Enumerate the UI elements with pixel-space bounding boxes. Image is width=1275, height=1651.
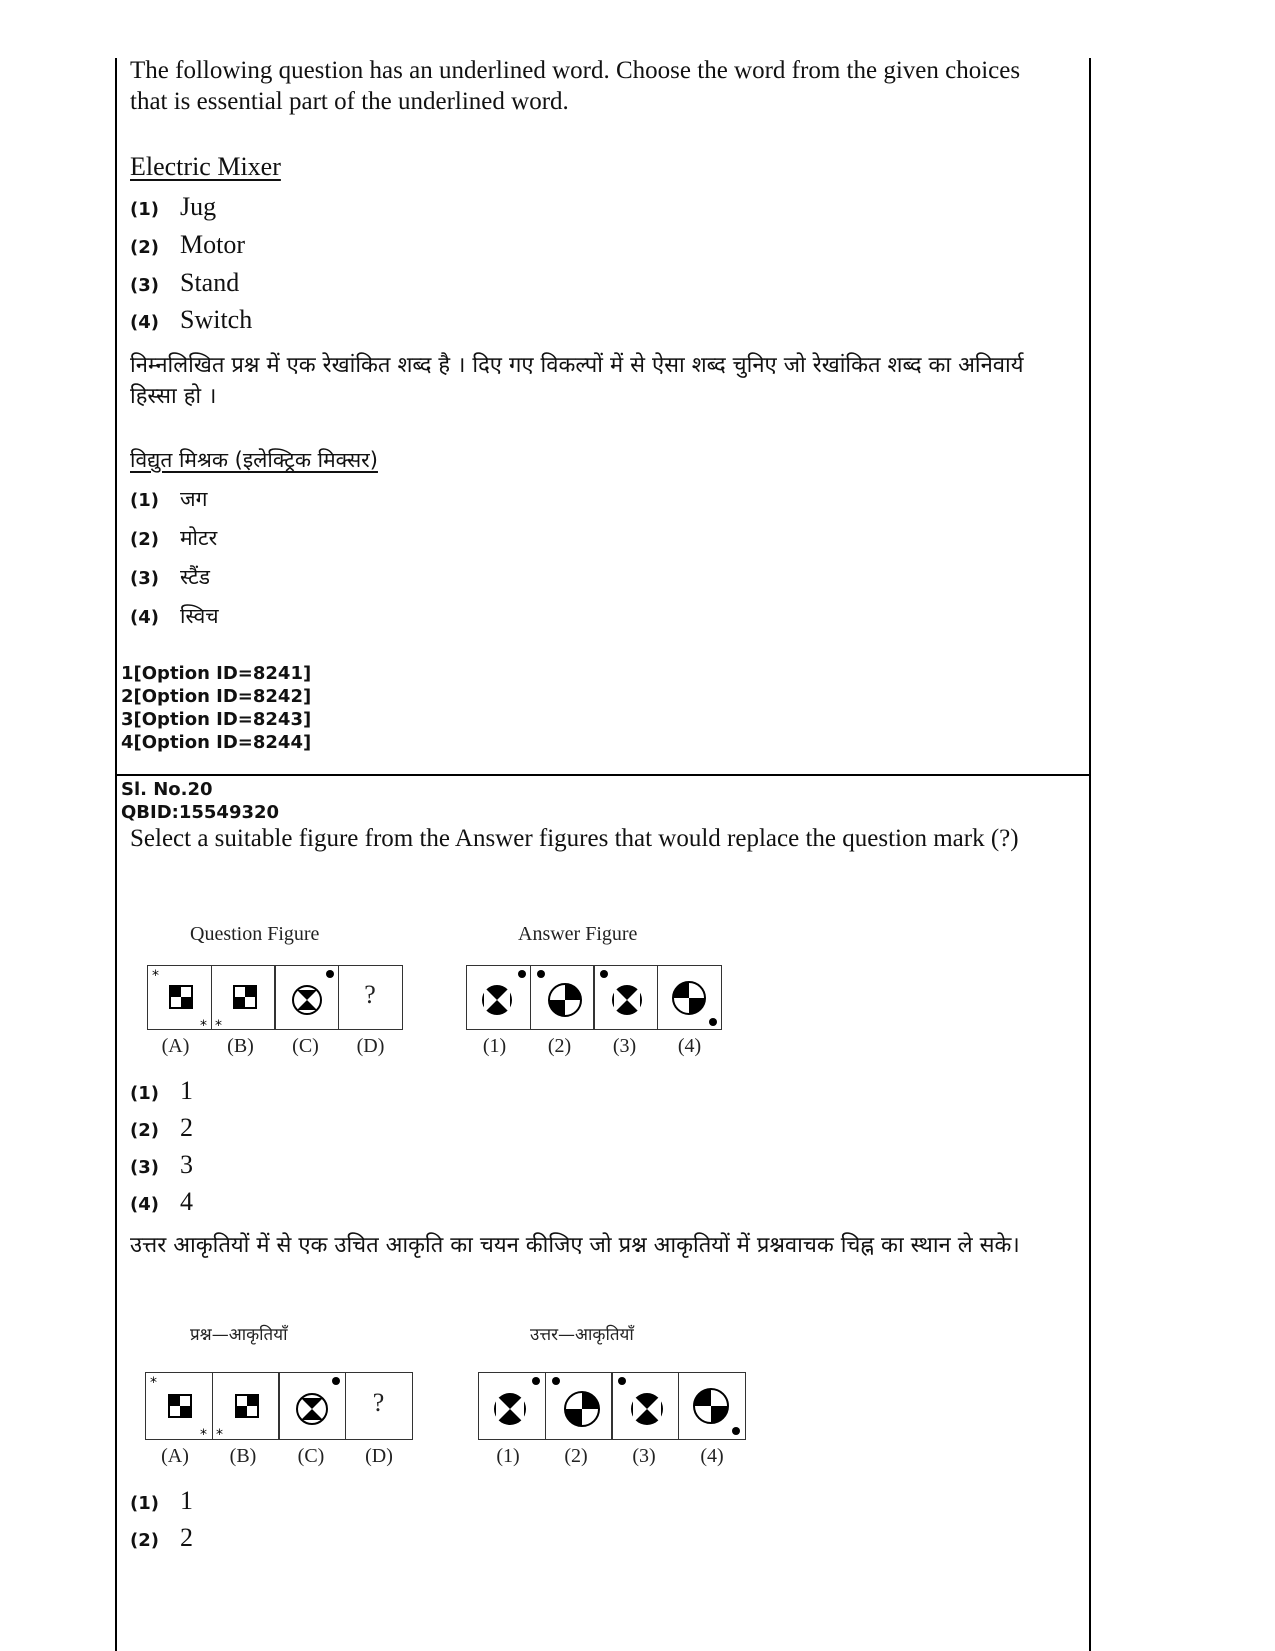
question-figure-title-hi: प्रश्न—आकृतियाँ	[190, 1325, 288, 1345]
q19-prompt-en: The following question has an underlined word. Choose the word from the given choices that is essential part of the underlined word.	[130, 57, 1021, 115]
option-id-2: 2[Option ID=8242]	[121, 686, 312, 707]
answer-figure-labels-en: (1) (2) (3) (4)	[482, 1035, 702, 1057]
svg-text:*: *	[214, 1018, 222, 1031]
option-id-4: 4[Option ID=8244]	[121, 732, 312, 753]
svg-text:*: *	[150, 1375, 157, 1391]
q19-option-hi-2[interactable]: (2) मोटर	[130, 526, 218, 550]
q19-option-hi-3[interactable]: (3) स्टैंड	[130, 565, 210, 589]
question-figure-d: ?	[338, 965, 403, 1030]
question-figure-b	[211, 965, 276, 1030]
answer-figure-4	[657, 965, 722, 1030]
question-figure-a	[147, 965, 212, 1030]
answer-figure-3-hi	[611, 1372, 679, 1440]
svg-text:*: *	[152, 968, 159, 984]
q19-option-en-3[interactable]: (3) Stand	[130, 268, 240, 297]
answer-figure-4-hi	[678, 1372, 746, 1440]
q19-option-en-1[interactable]: (1) Jug	[130, 192, 217, 221]
answer-figure-1	[466, 965, 531, 1030]
q19-prompt-hi: निम्नलिखित प्रश्न में एक रेखांकित शब्द है । दिए गए विकल्पों में से ऐसा शब्द चुनिए जो रेखांकित शब्द का अनिवार्य हिस्सा हो ।	[130, 353, 1024, 409]
option-id-1: 1[Option ID=8241]	[121, 663, 312, 684]
q19-option-hi-4[interactable]: (4) स्विच	[130, 604, 219, 628]
question-figure-labels-en: (A) (B) (C) (D)	[161, 1035, 385, 1057]
answer-4-hi-graphic	[679, 1373, 747, 1441]
svg-text:*: *	[215, 1427, 223, 1441]
q19-options-en	[130, 192, 252, 342]
q20-option-hi-2[interactable]: (2) 2	[130, 1523, 193, 1552]
q20-option-hi-1[interactable]: (1) 1	[130, 1486, 193, 1515]
answer-1-hi-graphic	[479, 1373, 547, 1441]
answer-figure-title-hi: उत्तर—आकृतियाँ	[530, 1325, 634, 1345]
q20-option-en-2[interactable]: (2) 2	[130, 1113, 193, 1142]
figure-a-hi-graphic	[146, 1373, 214, 1441]
question-figure-c-hi	[278, 1372, 346, 1440]
q20-option-en-1[interactable]: (1) 1	[130, 1076, 193, 1105]
answer-figure-2-hi	[545, 1372, 613, 1440]
q20-options-en	[130, 1076, 193, 1224]
svg-text:*: *	[200, 1427, 207, 1441]
answer-2-hi-graphic	[546, 1373, 614, 1441]
question-figure-a-hi	[145, 1372, 213, 1440]
answer-figure-labels-hi: (1) (2) (3) (4)	[496, 1445, 724, 1467]
question-figures-en	[147, 965, 403, 1030]
answer-1-graphic	[467, 966, 532, 1031]
option-id-3: 3[Option ID=8243]	[121, 709, 312, 730]
figure-b-hi-graphic	[213, 1373, 281, 1441]
svg-text:*: *	[200, 1018, 207, 1031]
question-figure-labels-hi: (A) (B) (C) (D)	[161, 1445, 393, 1467]
answer-figures-hi	[478, 1372, 746, 1440]
answer-4-graphic	[658, 966, 723, 1031]
q20-prompt-en: Select a suitable figure from the Answer figures that would replace the question mark (?)	[130, 825, 1019, 852]
answer-figure-3	[593, 965, 658, 1030]
answer-figure-2	[530, 965, 595, 1030]
figure-a-graphic	[148, 966, 213, 1031]
q20-qbid: QBID:15549320	[121, 802, 280, 823]
question-figures-hi	[145, 1372, 413, 1440]
figure-b-graphic	[212, 966, 277, 1031]
q19-options-hi	[130, 485, 219, 641]
answer-3-graphic	[594, 966, 659, 1031]
question-figure-b-hi	[212, 1372, 280, 1440]
q19-underlined-word-hi: विद्युत मिश्रक (इलेक्ट्रिक मिक्सर)	[130, 448, 378, 472]
q20-option-en-3[interactable]: (3) 3	[130, 1150, 193, 1179]
q19-option-hi-1[interactable]: (1) जग	[130, 487, 208, 511]
answer-3-hi-graphic	[612, 1373, 680, 1441]
q20-serial-number: Sl. No.20	[121, 779, 213, 800]
q19-underlined-word-en: Electric Mixer	[130, 152, 281, 181]
q19-option-ids	[121, 662, 311, 754]
answer-figures-en	[466, 965, 722, 1030]
answer-figure-1-hi	[478, 1372, 546, 1440]
question-figure-c	[274, 965, 339, 1030]
q19-option-en-4[interactable]: (4) Switch	[130, 305, 253, 334]
q20-option-en-4[interactable]: (4) 4	[130, 1187, 193, 1216]
question-divider	[115, 774, 1089, 776]
figure-c-hi-graphic	[279, 1373, 347, 1441]
q20-options-hi	[130, 1486, 193, 1560]
q20-header	[121, 778, 279, 824]
q20-prompt-hi: उत्तर आकृतियों में से एक उचित आकृति का चयन कीजिए जो प्रश्न आकृतियों में प्रश्नवाचक चिह्न का स्थान ले सके।	[130, 1233, 1020, 1258]
figure-c-graphic	[275, 966, 340, 1031]
answer-2-graphic	[531, 966, 596, 1031]
question-figure-d-hi: ?	[345, 1372, 413, 1440]
answer-figure-title-en: Answer Figure	[518, 923, 638, 945]
question-figure-title-en: Question Figure	[190, 923, 320, 945]
q19-option-en-2[interactable]: (2) Motor	[130, 230, 245, 259]
